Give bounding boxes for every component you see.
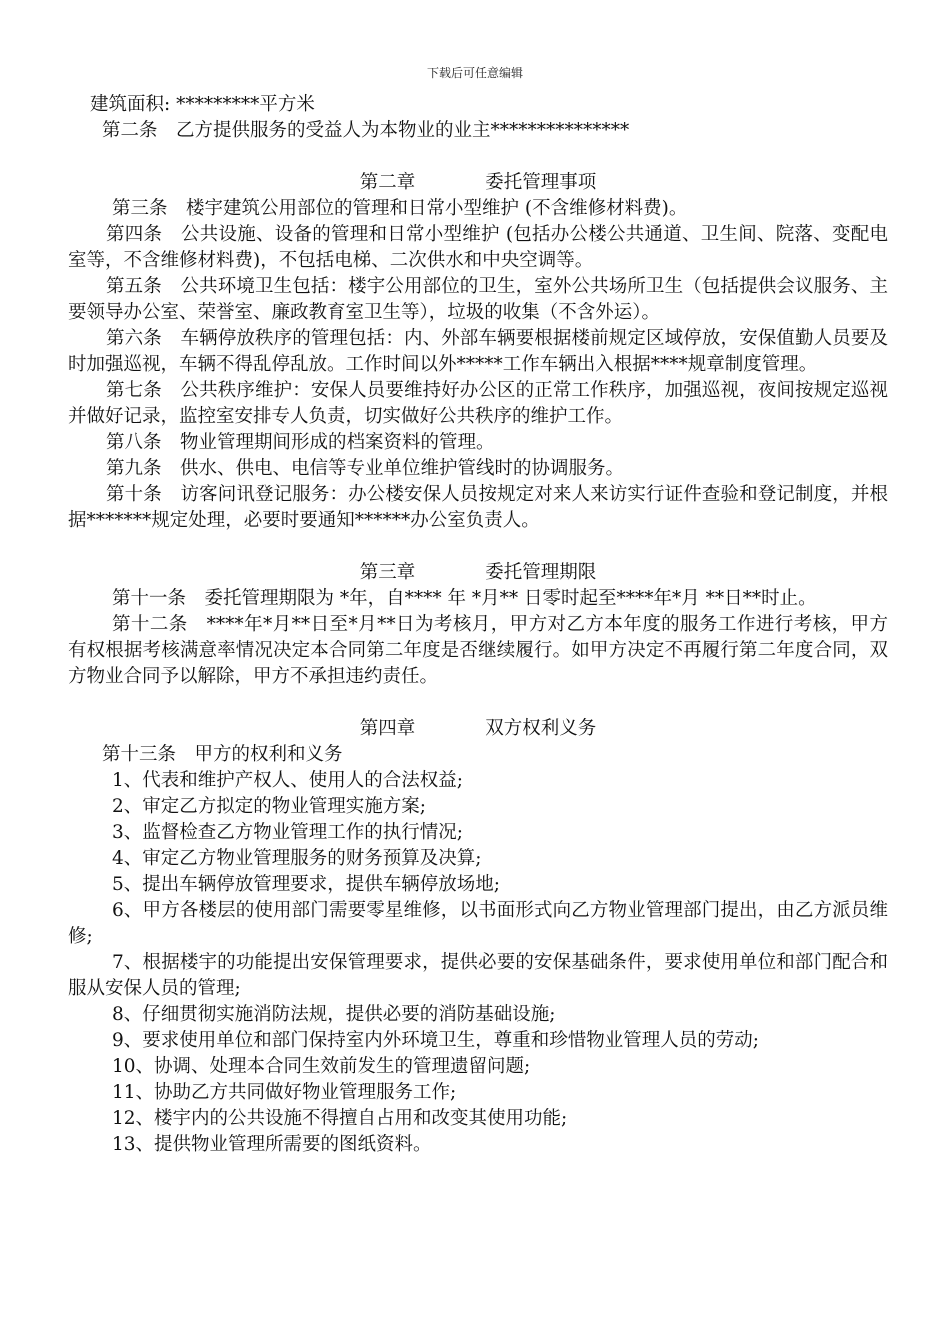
article-13: 第十三条 甲方的权利和义务 xyxy=(102,744,343,765)
article-6: 第六条 车辆停放秩序的管理包括：内、外部车辆要根据楼前规定区域停放，安保值勤人员要及时加强巡视，车辆不得乱停乱放。工作时间以外*****工作车辆出入根据****规章制度管理。 xyxy=(68,328,888,375)
list-item: 6、甲方各楼层的使用部门需要零星维修，以书面形式向乙方物业管理部门提出，由乙方派员维修; xyxy=(68,900,888,947)
chapter-title: 委托管理事项 xyxy=(485,172,597,193)
list-item: 5、提出车辆停放管理要求，提供车辆停放场地; xyxy=(112,874,501,895)
chapter-title: 双方权利义务 xyxy=(485,718,597,739)
chapter-number: 第三章 xyxy=(359,562,416,583)
list-item: 7、根据楼宇的功能提出安保管理要求，提供必要的安保基础条件，要求使用单位和部门配合和服从安保人员的管理; xyxy=(68,952,888,999)
list-item: 9、要求使用单位和部门保持室内外环境卫生，尊重和珍惜物业管理人员的劳动; xyxy=(112,1030,760,1051)
list-item: 10、协调、处理本合同生效前发生的管理遗留问题; xyxy=(112,1056,531,1077)
chapter-4-heading xyxy=(68,716,888,742)
list-item: 8、仔细贯彻实施消防法规，提供必要的消防基础设施; xyxy=(112,1004,556,1025)
chapter-title: 委托管理期限 xyxy=(485,562,597,583)
article-4: 第四条 公共设施、设备的管理和日常小型维护 (包括办公楼公共通道、卫生间、院落、变配电室等，不含维修材料费)，不包括电梯、二次供水和中央空调等。 xyxy=(68,224,888,271)
contract-body xyxy=(68,92,888,1158)
chapter-number: 第四章 xyxy=(359,718,416,739)
article-10: 第十条 访客问讯登记服务：办公楼安保人员按规定对来人来访实行证件查验和登记制度，并根据*******规定处理，必要时要通知******办公室负责人。 xyxy=(68,484,888,531)
article-3: 第三条 楼宇建筑公用部位的管理和日常小型维护 (不含维修材料费)。 xyxy=(112,198,688,219)
chapter-3-heading xyxy=(68,560,888,586)
article-8: 第八条 物业管理期间形成的档案资料的管理。 xyxy=(106,432,495,453)
article-9: 第九条 供水、供电、电信等专业单位维护管线时的协调服务。 xyxy=(106,458,625,479)
list-item: 12、楼宇内的公共设施不得擅自占用和改变其使用功能; xyxy=(112,1108,568,1129)
article-7: 第七条 公共秩序维护：安保人员要维持好办公区的正常工作秩序，加强巡视，夜间按规定巡视并做好记录，监控室安排专人负责，切实做好公共秩序的维护工作。 xyxy=(68,380,888,427)
article-2: 第二条 乙方提供服务的受益人为本物业的业主*************** xyxy=(102,120,630,141)
page-header-note: 下载后可任意编辑 xyxy=(426,66,523,80)
chapter-2-heading xyxy=(68,170,888,196)
list-item: 11、协助乙方共同做好物业管理服务工作; xyxy=(112,1082,457,1103)
chapter-number: 第二章 xyxy=(359,172,416,193)
list-item: 2、审定乙方拟定的物业管理实施方案; xyxy=(112,796,427,817)
list-item: 13、提供物业管理所需要的图纸资料。 xyxy=(112,1134,432,1155)
list-item: 1、代表和维护产权人、使用人的合法权益; xyxy=(112,770,464,791)
article-11: 第十一条 委托管理期限为 *年，自**** 年 *月** 日零时起至****年*月 **日**时止。 xyxy=(112,588,817,609)
list-item: 4、审定乙方物业管理服务的财务预算及决算; xyxy=(112,848,482,869)
article-5: 第五条 公共环境卫生包括：楼宇公用部位的卫生，室外公共场所卫生（包括提供会议服务、主要领导办公室、荣誉室、廉政教育室卫生等），垃圾的收集（不含外运）。 xyxy=(68,276,888,323)
list-item: 3、监督检查乙方物业管理工作的执行情况; xyxy=(112,822,464,843)
article-12: 第十二条 ****年*月**日至*月**日为考核月，甲方对乙方本年度的服务工作进行考核，甲方有权根据考核满意率情况决定本合同第二年度是否继续履行。如甲方决定不再履行第二年度合同，双方物业合同予以解除，甲方不承担违约责任。 xyxy=(68,614,888,687)
building-area-line: 建筑面积: *********平方米 xyxy=(90,94,315,115)
